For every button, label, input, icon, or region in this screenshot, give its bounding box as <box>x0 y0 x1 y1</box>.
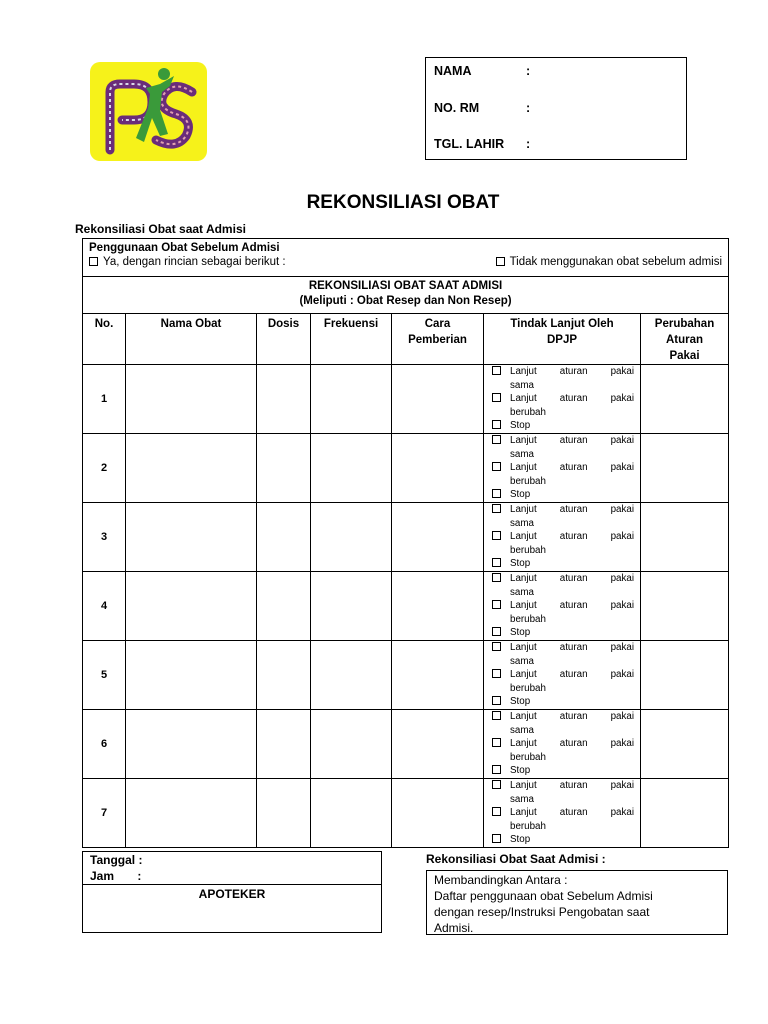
table-row <box>83 434 729 503</box>
cell-frekuensi[interactable] <box>311 365 392 434</box>
cell-dosis[interactable] <box>257 572 311 641</box>
pharmacist-sign-box <box>82 851 382 933</box>
row-number: 5 <box>83 641 126 710</box>
cell-nama-obat[interactable] <box>126 365 257 434</box>
cell-frekuensi[interactable] <box>311 779 392 848</box>
col-dosis: Dosis <box>257 314 311 365</box>
checkbox-icon[interactable] <box>492 627 501 636</box>
cell-perubahan[interactable] <box>641 641 729 710</box>
option-stop[interactable]: Stop <box>492 626 634 640</box>
row-number: 2 <box>83 434 126 503</box>
checkbox-icon[interactable] <box>492 393 501 402</box>
patient-name-field[interactable]: NAMA : <box>434 64 531 78</box>
option-continue-same[interactable]: Lanjut aturan pakai sama <box>492 572 634 599</box>
table-row <box>83 572 729 641</box>
option-stop[interactable]: Stop <box>492 764 634 778</box>
cell-frekuensi[interactable] <box>311 572 392 641</box>
checkbox-icon[interactable] <box>492 642 501 651</box>
col-cara-pemberian: Cara Pemberian <box>392 314 484 365</box>
col-frekuensi: Frekuensi <box>311 314 392 365</box>
reconciliation-table <box>82 238 729 848</box>
table-row <box>83 779 729 848</box>
cell-nama-obat[interactable] <box>126 572 257 641</box>
option-continue-same[interactable]: Lanjut aturan pakai sama <box>492 434 634 461</box>
checkbox-icon[interactable] <box>492 600 501 609</box>
cell-nama-obat[interactable] <box>126 434 257 503</box>
cell-frekuensi[interactable] <box>311 503 392 572</box>
cell-cara-pemberian[interactable] <box>392 365 484 434</box>
medical-record-field[interactable]: NO. RM : <box>434 101 531 115</box>
hospital-logo-icon <box>90 62 207 161</box>
row-number: 6 <box>83 710 126 779</box>
cell-perubahan[interactable] <box>641 365 729 434</box>
option-continue-changed[interactable]: Lanjut aturan pakai berubah <box>492 530 634 557</box>
time-field[interactable]: Jam : <box>90 869 142 883</box>
cell-perubahan[interactable] <box>641 710 729 779</box>
option-stop[interactable]: Stop <box>492 557 634 571</box>
checkbox-icon[interactable] <box>492 807 501 816</box>
cell-dosis[interactable] <box>257 641 311 710</box>
row-number: 7 <box>83 779 126 848</box>
option-yes[interactable]: Ya, dengan rincian sebagai berikut : <box>89 255 286 269</box>
cell-dosis[interactable] <box>257 710 311 779</box>
checkbox-icon[interactable] <box>492 558 501 567</box>
section-subtitle: Rekonsiliasi Obat saat Admisi <box>75 222 246 236</box>
row-number: 1 <box>83 365 126 434</box>
cell-dosis[interactable] <box>257 434 311 503</box>
cell-dosis[interactable] <box>257 503 311 572</box>
option-continue-changed[interactable]: Lanjut aturan pakai berubah <box>492 599 634 626</box>
checkbox-icon[interactable] <box>492 834 501 843</box>
col-tindak-lanjut: Tindak Lanjut Oleh DPJP <box>484 314 641 365</box>
checkbox-icon[interactable] <box>492 696 501 705</box>
prior-usage-section <box>83 239 729 277</box>
checkbox-icon[interactable] <box>492 738 501 747</box>
table-row <box>83 503 729 572</box>
divider <box>83 884 381 885</box>
checkbox-icon[interactable] <box>492 504 501 513</box>
cell-frekuensi[interactable] <box>311 710 392 779</box>
checkbox-icon[interactable] <box>492 711 501 720</box>
cell-cara-pemberian[interactable] <box>392 641 484 710</box>
checkbox-icon[interactable] <box>492 531 501 540</box>
cell-tindak-lanjut <box>484 779 641 848</box>
compare-title: Rekonsiliasi Obat Saat Admisi : <box>426 852 606 866</box>
cell-perubahan[interactable] <box>641 572 729 641</box>
checkbox-icon[interactable] <box>492 489 501 498</box>
option-continue-changed[interactable]: Lanjut aturan pakai berubah <box>492 737 634 764</box>
option-stop[interactable]: Stop <box>492 833 634 847</box>
date-field[interactable]: Tanggal : <box>90 853 143 867</box>
checkbox-icon[interactable] <box>492 780 501 789</box>
cell-frekuensi[interactable] <box>311 641 392 710</box>
cell-dosis[interactable] <box>257 365 311 434</box>
checkbox-icon[interactable] <box>492 366 501 375</box>
cell-tindak-lanjut <box>484 710 641 779</box>
cell-cara-pemberian[interactable] <box>392 572 484 641</box>
cell-nama-obat[interactable] <box>126 641 257 710</box>
checkbox-icon[interactable] <box>492 420 501 429</box>
option-continue-same[interactable]: Lanjut aturan pakai sama <box>492 365 634 392</box>
cell-dosis[interactable] <box>257 779 311 848</box>
cell-cara-pemberian[interactable] <box>392 434 484 503</box>
option-continue-same[interactable]: Lanjut aturan pakai sama <box>492 503 634 530</box>
option-continue-changed[interactable]: Lanjut aturan pakai berubah <box>492 806 634 833</box>
table-row <box>83 641 729 710</box>
checkbox-icon[interactable] <box>492 462 501 471</box>
compare-box: Membandingkan Antara : Daftar penggunaan obat Sebelum Admisi dengan resep/Instruksi Pengobatan saat Admisi. <box>426 870 728 935</box>
option-stop[interactable]: Stop <box>492 419 634 433</box>
option-continue-same[interactable]: Lanjut aturan pakai sama <box>492 641 634 668</box>
option-stop[interactable]: Stop <box>492 695 634 709</box>
cell-tindak-lanjut <box>484 641 641 710</box>
cell-nama-obat[interactable] <box>126 779 257 848</box>
option-stop[interactable]: Stop <box>492 488 634 502</box>
checkbox-icon[interactable] <box>492 765 501 774</box>
checkbox-icon[interactable] <box>492 669 501 678</box>
option-continue-changed[interactable]: Lanjut aturan pakai berubah <box>492 668 634 695</box>
option-continue-same[interactable]: Lanjut aturan pakai sama <box>492 710 634 737</box>
option-continue-same[interactable]: Lanjut aturan pakai sama <box>492 779 634 806</box>
column-headers <box>83 314 729 365</box>
option-continue-changed[interactable]: Lanjut aturan pakai berubah <box>492 461 634 488</box>
row-number: 4 <box>83 572 126 641</box>
cell-perubahan[interactable] <box>641 779 729 848</box>
cell-perubahan[interactable] <box>641 434 729 503</box>
cell-nama-obat[interactable] <box>126 503 257 572</box>
table-row <box>83 365 729 434</box>
cell-frekuensi[interactable] <box>311 434 392 503</box>
page-title: REKONSILIASI OBAT <box>306 192 500 213</box>
cell-nama-obat[interactable] <box>126 710 257 779</box>
option-continue-changed[interactable]: Lanjut aturan pakai berubah <box>492 392 634 419</box>
cell-tindak-lanjut <box>484 503 641 572</box>
cell-tindak-lanjut <box>484 572 641 641</box>
checkbox-icon[interactable] <box>492 435 501 444</box>
birth-date-field[interactable]: TGL. LAHIR : <box>434 137 531 151</box>
cell-tindak-lanjut <box>484 434 641 503</box>
col-perubahan: Perubahan Aturan Pakai <box>641 314 729 365</box>
option-no[interactable]: Tidak menggunakan obat sebelum admisi <box>496 255 722 269</box>
col-nama-obat: Nama Obat <box>126 314 257 365</box>
prior-usage-heading: Penggunaan Obat Sebelum Admisi <box>89 242 280 254</box>
pharmacist-label: APOTEKER <box>198 887 266 901</box>
cell-cara-pemberian[interactable] <box>392 503 484 572</box>
table-row <box>83 710 729 779</box>
row-number: 3 <box>83 503 126 572</box>
reconciliation-heading: REKONSILIASI OBAT SAAT ADMISI (Meliputi : Obat Resep dan Non Resep) <box>83 277 729 314</box>
cell-perubahan[interactable] <box>641 503 729 572</box>
checkbox-icon[interactable] <box>496 257 505 266</box>
cell-tindak-lanjut <box>484 365 641 434</box>
cell-cara-pemberian[interactable] <box>392 710 484 779</box>
patient-info-box <box>425 57 687 160</box>
col-no: No. <box>83 314 126 365</box>
cell-cara-pemberian[interactable] <box>392 779 484 848</box>
checkbox-icon[interactable] <box>89 257 98 266</box>
checkbox-icon[interactable] <box>492 573 501 582</box>
